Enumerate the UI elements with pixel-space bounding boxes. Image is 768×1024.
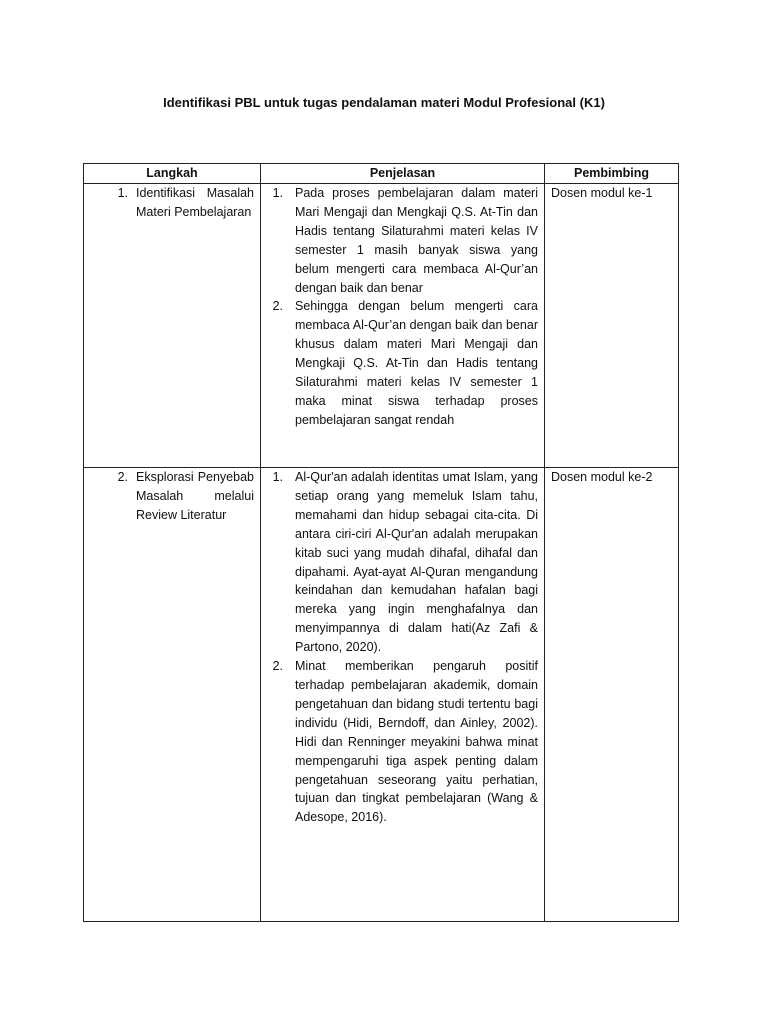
mentor-cell: [545, 468, 679, 922]
explanation-text: Al-Qur'an adalah identitas umat Islam, yang setiap orang yang memeluk Islam tahu, memahami dan hidup sebagai cita-cita. Di antara ciri-ciri Al-Qur'an adalah merupakan kitab suci yang mudah dihafal, dihafal dan dipahami. Ayat-ayat Al-Quran mengandung keindahan dan kemudahan hafalan bagi mereka yang ingin menghafalnya dan menyimpannya di dalam hati(Az Zafi & Partono, 2020).: [295, 470, 538, 655]
step-text: Identifikasi Masalah Materi Pembelajaran: [136, 186, 254, 219]
step-item: [90, 184, 254, 222]
step-cell: [84, 184, 261, 468]
step-text: Eksplorasi Penyebab Masalah melalui Review Literatur: [136, 470, 254, 522]
explanation-cell: [261, 184, 545, 468]
explanation-text: Pada proses pembelajaran dalam materi Mari Mengaji dan Mengkaji Q.S. At-Tin dan Hadis tentang Silaturahmi materi kelas IV semester 1 masih banyak siswa yang belum mengerti cara membaca Al-Qur’an dengan baik dan benar: [295, 186, 538, 295]
header-pembimbing: Pembimbing: [545, 164, 679, 184]
explanation-item: [267, 468, 538, 657]
explanation-text: Minat memberikan pengaruh positif terhadap pembelajaran akademik, domain pengetahuan dan bidang studi tertentu bagi individu (Hidi, Berndoff, dan Ainley, 2002). Hidi dan Renninger meyakini bahwa minat mempengaruhi tiga aspek penting dalam pengetahuan seseorang yaitu perhatian, tujuan dan tingkat pembelajaran (Wang & Adesope, 2016).: [295, 659, 538, 825]
step-number: 2.: [117, 470, 128, 484]
table-row: [84, 184, 679, 468]
explanation-number: 2.: [272, 659, 283, 674]
explanation-number: 2.: [272, 299, 283, 314]
mentor-text: Dosen modul ke-1: [551, 186, 653, 200]
step-item: [90, 468, 254, 525]
table-row: [84, 468, 679, 922]
header-penjelasan: Penjelasan: [261, 164, 545, 184]
explanation-number: 1.: [272, 470, 283, 484]
explanation-item: [267, 297, 538, 429]
explanation-text: Sehingga dengan belum mengerti cara membaca Al-Qur’an dengan baik dan benar khusus dalam materi Mari Mengaji dan Mengkaji Q.S. At-Tin dan Hadis tentang Silaturahmi materi kelas IV semester 1 maka minat siswa terhadap proses pembelajaran sangat rendah: [295, 299, 538, 427]
explanation-item: [267, 184, 538, 297]
step-number: 1.: [117, 186, 128, 200]
mentor-text: Dosen modul ke-2: [551, 470, 653, 484]
explanation-cell: [261, 468, 545, 922]
pbl-identification-table: [83, 163, 679, 922]
page-title: Identifikasi PBL untuk tugas pendalaman materi Modul Profesional (K1): [163, 95, 605, 110]
mentor-cell: [545, 184, 679, 468]
header-langkah: Langkah: [84, 164, 261, 184]
explanation-item: [267, 657, 538, 827]
explanation-number: 1.: [272, 186, 283, 200]
step-cell: [84, 468, 261, 922]
table-header-row: [84, 164, 679, 184]
